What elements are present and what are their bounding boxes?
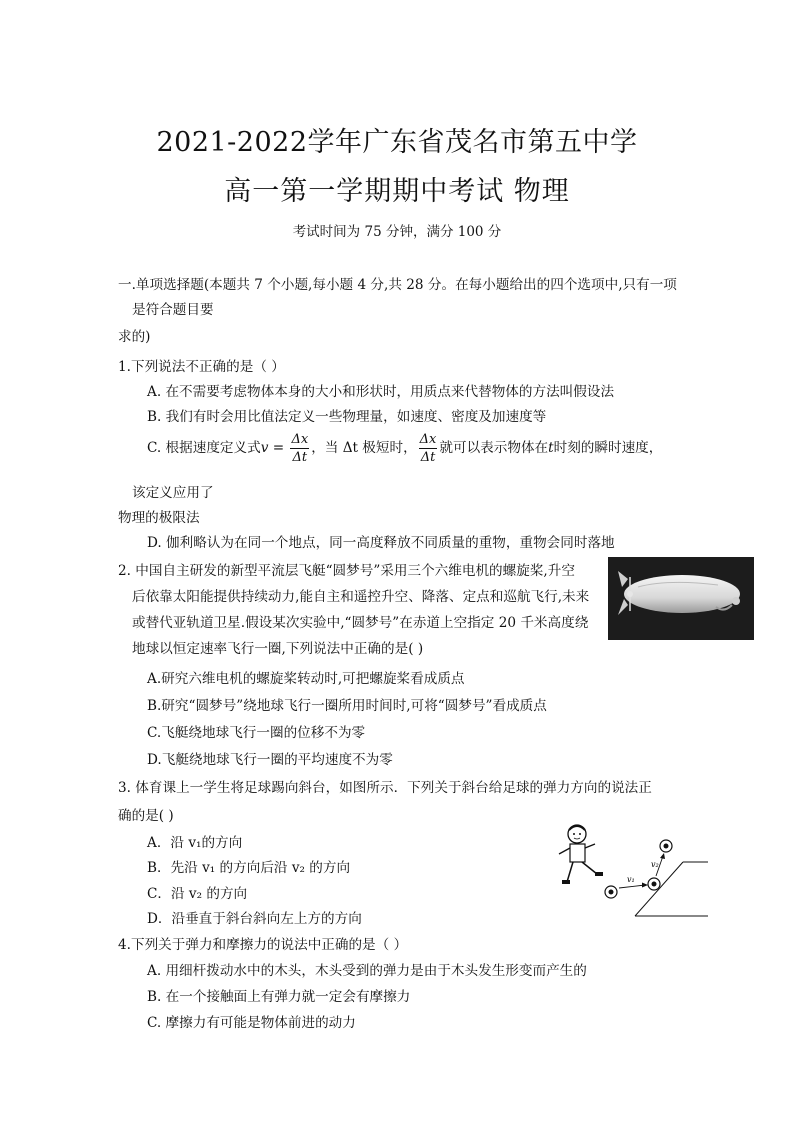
exam-info: 考试时间为 75 分钟，满分 100 分 — [292, 224, 502, 240]
football-incline-figure — [553, 822, 713, 922]
q2-option-d: D.飞艇绕地球飞行一圈的平均速度不为零 — [147, 752, 393, 768]
question-3-line-2: 确的是( ) — [118, 808, 174, 824]
q1-c-v: v — [260, 440, 269, 456]
question-3-line-1: 3. 体育课上一学生将足球踢向斜台，如图所示．下列关于斜台给足球的弹力方向的说法正 — [118, 780, 652, 796]
question-2-line-3: 或替代亚轨道卫星.假设某次实验中,“圆梦号”在赤道上空指定 20 千米高度绕 — [132, 615, 589, 631]
q1-option-b: B. 我们有时会用比值法定义一些物理量，如速度、密度及加速度等 — [147, 409, 547, 425]
fraction-denominator: Δt — [292, 450, 308, 465]
q1-c-text-4: 时刻的瞬时速度， — [553, 440, 663, 456]
question-1-stem: 1.下列说法不正确的是（ ） — [118, 359, 285, 375]
q1-option-d: D. 伽利略认为在同一个地点，同一高度释放不同质量的重物，重物会同时落地 — [147, 535, 615, 551]
airship-photo — [608, 557, 754, 640]
title-line-2: 高一第一学期期中考试 物理 — [224, 176, 570, 207]
q1-option-c-cont: 该定义应用了 — [132, 485, 214, 501]
fraction-numerator: Δx — [291, 432, 309, 447]
velocity-fraction-2 — [419, 433, 438, 464]
q3-option-a: A．沿 v₁的方向 — [147, 835, 243, 851]
q3-option-c: C．沿 v₂ 的方向 — [147, 886, 248, 902]
q1-c-text-1: C. 根据速度定义式 — [147, 440, 261, 456]
q2-option-a: A.研究六维电机的螺旋桨转动时,可把螺旋桨看成质点 — [147, 671, 465, 687]
section-heading-end: 求的) — [118, 329, 151, 345]
section-heading-cont: 是符合题目要 — [132, 302, 214, 318]
q3-option-b: B．先沿 v₁ 的方向后沿 v₂ 的方向 — [147, 860, 351, 876]
fraction-numerator-2: Δx — [419, 432, 437, 447]
q2-option-c: C.飞艇绕地球飞行一圈的位移不为零 — [147, 725, 366, 741]
q1-c-text-2: ，当 Δt 极短时， — [311, 440, 417, 456]
question-2-line-1: 2. 中国自主研发的新型平流层飞艇“圆梦号”采用三个六维电机的螺旋桨,升空 — [118, 563, 575, 579]
q3-option-d: D．沿垂直于斜台斜向左上方的方向 — [147, 911, 362, 927]
q4-option-a: A. 用细杆拨动水中的木头，木头受到的弹力是由于木头发生形变而产生的 — [147, 963, 587, 979]
q1-c-t: t — [548, 440, 554, 456]
q4-option-b: B. 在一个接触面上有弹力就一定会有摩擦力 — [147, 989, 411, 1005]
velocity-fraction — [290, 433, 309, 464]
q4-option-c: C. 摩擦力有可能是物体前进的动力 — [147, 1015, 356, 1031]
q1-option-c — [147, 433, 662, 464]
q1-c-eq: = — [268, 440, 289, 456]
section-heading: 一.单项选择题(本题共 7 个小题,每小题 4 分,共 28 分。在每小题给出的四个选项中,只有一项 — [118, 277, 677, 293]
q1-option-c-cont-2: 物理的极限法 — [118, 510, 200, 526]
question-2-line-2: 后依靠太阳能提供持续动力,能自主和遥控升空、降落、定点和巡航飞行,未来 — [132, 589, 590, 605]
q1-c-text-3: 就可以表示物体在 — [439, 440, 549, 456]
question-4-stem: 4.下列关于弹力和摩擦力的说法中正确的是（ ） — [118, 937, 408, 953]
title-line-1: 2021-2022学年广东省茂名市第五中学 — [156, 127, 638, 158]
q1-option-a: A. 在不需要考虑物体本身的大小和形状时，用质点来代替物体的方法叫假设法 — [147, 384, 615, 400]
fraction-denominator-2: Δt — [420, 450, 436, 465]
question-2-line-4: 地球以恒定速率飞行一圈,下列说法中正确的是( ) — [132, 641, 424, 657]
v2-label: v₂ — [651, 860, 659, 869]
q2-option-b: B.研究“圆梦号”绕地球飞行一圈所用时间时,可将“圆梦号”看成质点 — [147, 698, 547, 714]
v1-label: v₁ — [627, 875, 635, 884]
